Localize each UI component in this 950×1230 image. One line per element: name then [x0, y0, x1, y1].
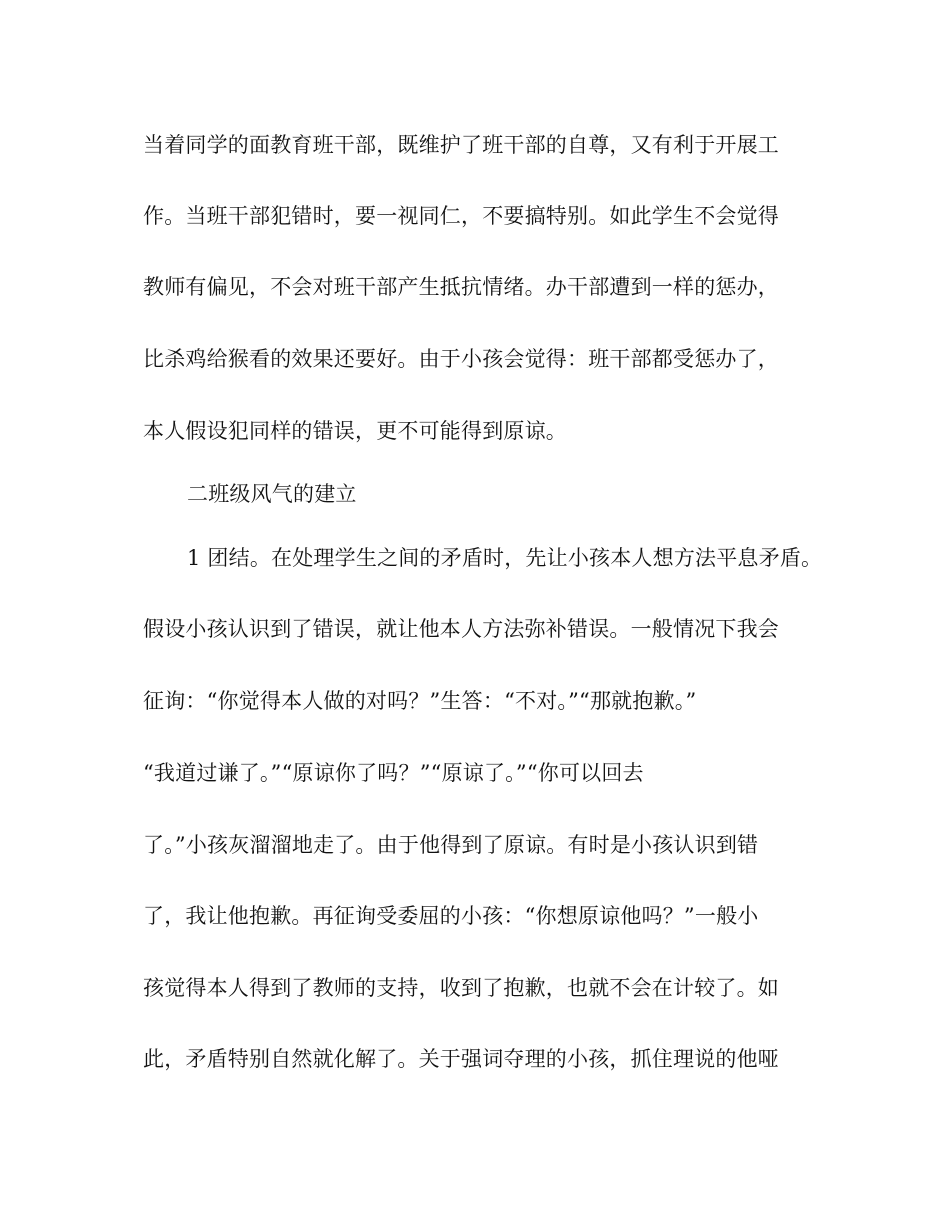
text-line: 征询：“你觉得本人做的对吗？”生答：“不对。”“那就抱歉。”: [143, 689, 697, 713]
text-line: 当着同学的面教育班干部，既维护了班干部的自尊，又有利于开展工: [143, 133, 779, 157]
text-line: 了。”小孩灰溜溜地走了。由于他得到了原谅。有时是小孩认识到错: [143, 833, 759, 857]
text-line: 比杀鸡给猴看的效果还要好。由于小孩会觉得：班干部都受惩办了，: [143, 347, 779, 371]
text-line: 本人假设犯同样的错误，更不可能得到原谅。: [143, 419, 567, 443]
paragraph-first-line: 1 团结。在处理学生之间的矛盾时，先让小孩本人想方法平息矛盾。: [187, 546, 823, 570]
text-line: 作。当班干部犯错时，要一视同仁，不要搞特别。如此学生不会觉得: [143, 204, 779, 228]
text-line: 了，我让他抱歉。再征询受委屈的小孩：“你想原谅他吗？”一般小: [143, 904, 759, 928]
section-heading: 二班级风气的建立: [187, 482, 357, 506]
text-line: 教师有偏见，不会对班干部产生抵抗情绪。办干部遭到一样的惩办，: [143, 275, 779, 299]
text-line: 假设小孩认识到了错误，就让他本人方法弥补错误。一般情况下我会: [143, 617, 779, 641]
text-line: 孩觉得本人得到了教师的支持，收到了抱歉，也就不会在计较了。如: [143, 976, 779, 1000]
text-line: “我道过谦了。”“原谅你了吗？”“原谅了。”“你可以回去: [143, 761, 644, 785]
text-line: 此，矛盾特别自然就化解了。关于强词夺理的小孩，抓住理说的他哑: [143, 1047, 779, 1071]
